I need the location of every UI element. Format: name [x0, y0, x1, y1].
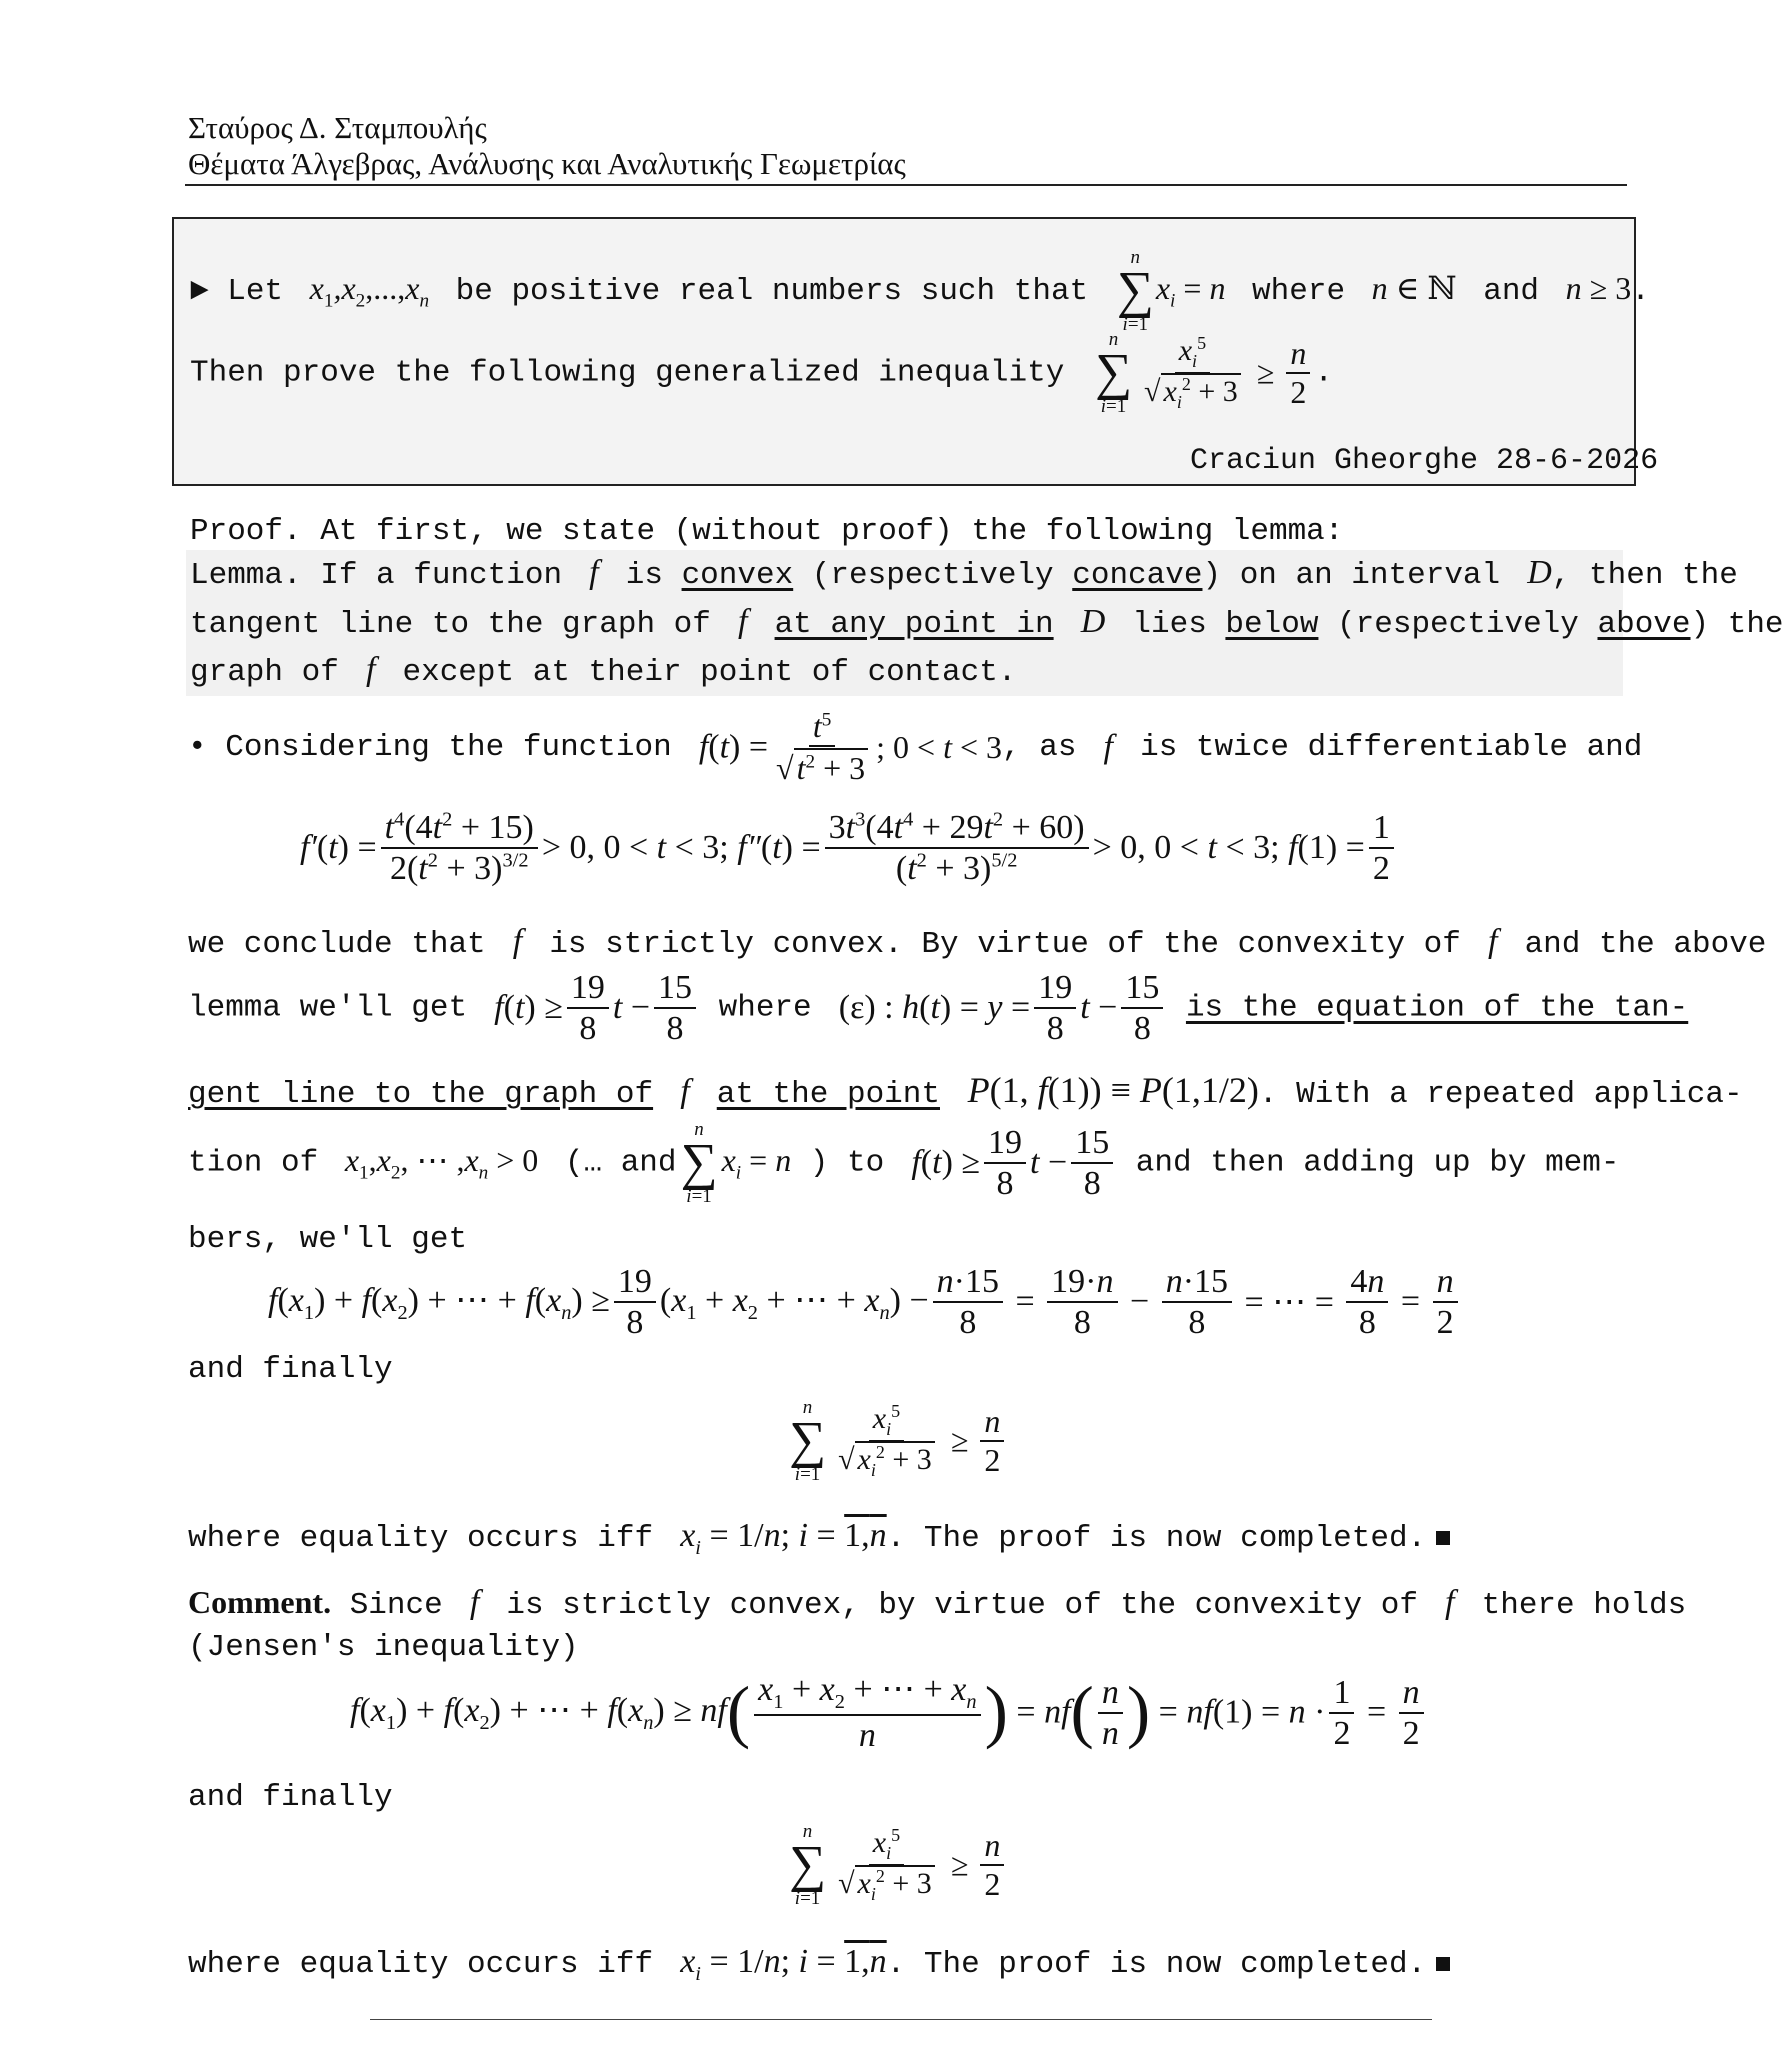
proof-text: and then adding up by mem- — [1135, 1145, 1620, 1181]
proof-text: lemma we'll get — [188, 990, 468, 1026]
math-inequality: f(t) ≥ — [485, 989, 563, 1027]
math-fraction: $\frac{19\cdot n}{8}$ — [1047, 1262, 1117, 1342]
math-f: f — [580, 554, 608, 591]
proof-bers-line: bers, we'll get — [188, 1222, 468, 1257]
math-f: f — [1436, 1584, 1463, 1621]
math-f-t: f(t) = — [690, 728, 769, 766]
comment-line-1 — [188, 1580, 1686, 1628]
lemma-text: tangent line to the graph of — [190, 607, 711, 642]
problem-text-prove: Then prove the following generalized inequality — [190, 355, 1065, 391]
comment-text: is strictly convex, by virtue of the convexity of — [506, 1588, 1418, 1623]
problem-marker: ► — [190, 274, 209, 310]
math-fraction: $\frac{1}{2}$ — [1369, 808, 1394, 888]
proof-underlined: gent line to the graph of — [188, 1077, 654, 1112]
lemma-text: is — [625, 558, 663, 593]
lemma-text: , then the — [1551, 558, 1738, 593]
proof-text: and the above — [1524, 927, 1767, 962]
problem-credit: Craciun Gheorghe 28-6-2026 — [1190, 444, 1659, 478]
proof-text: where equality occurs iff — [188, 1521, 654, 1556]
math-fraction: $\frac{n}{2}$ — [980, 1403, 1004, 1479]
math-f: f — [461, 1584, 488, 1621]
proof-text: . With a repeated applica- — [1258, 1077, 1743, 1112]
proof-text: we conclude that — [188, 927, 486, 962]
sum-symbol: n ∑ i=1 — [680, 1119, 718, 1207]
proof-intro: Proof. At first, we state (without proof) the following lemma: — [190, 514, 1344, 549]
math-fraction: $\frac{19}{8}$ — [1034, 968, 1076, 1048]
proof-function-line — [188, 708, 1642, 787]
lemma-above-underlined: above — [1597, 607, 1691, 642]
math-equality-case: $x_i = 1/n$; i = 1,n — [671, 1517, 887, 1559]
comment-text: . The proof is now completed. — [886, 1947, 1427, 1982]
lemma-text: except at their point of contact. — [402, 655, 1017, 690]
math-fraction: $\frac{15}{8}$ — [1071, 1123, 1113, 1203]
lemma-line-2 — [190, 602, 1784, 645]
math-fraction: $\frac{n\cdot 15}{8}$ — [1162, 1262, 1232, 1342]
lemma-text: ) the — [1690, 607, 1784, 642]
lemma-text: ) on an interval — [1202, 558, 1501, 593]
problem-text-and: and — [1483, 274, 1540, 310]
comment-text: where equality occurs iff — [188, 1947, 654, 1982]
proof-equality-line — [188, 1514, 1450, 1570]
math-inequality: f(t) ≥ — [902, 1144, 981, 1181]
math-f: f — [729, 603, 756, 640]
comment-text: there holds — [1481, 1588, 1687, 1623]
math-fraction: $\frac{19}{8}$ — [614, 1262, 656, 1342]
math-tangent: (ε) : h(t) = y = — [838, 989, 1031, 1027]
math-sum-display: $f(x_1) + f(x_2)$ + ⋯ + $f(x_n)$ ≥ $\frac{19}{8}$ ($x_1 + x_2$ + ⋯ + $x_n$) − $\frac{n\cdot 15}{8}$ = $\frac{19\cdot n}{8}$ − $\frac{n\cdot 15}{8}$ = ⋯ = $\frac{4n}{8}$ = $\frac{n}{2}$ — [268, 1262, 1462, 1342]
math-f: f — [671, 1073, 699, 1110]
proof-text: (… and — [564, 1145, 677, 1181]
math-derivatives: f′(t) = $\frac{t^4(4t^2 + 15)}{2(t^2 + 3)^{3/2}}$ > 0, 0 < t < 3; f″(t) = $\frac{3t^3(4t^4 + 29t^2 + 60)}{(t^2 + 3)^{5/2}}$ > 0, 0 < t < 3; f(1) = $\frac{1}{2}$ — [300, 808, 1398, 888]
book-title: Θέματα Άλγεβρας, Ανάλυσης και Αναλυτικής Γεωμετρίας — [188, 146, 906, 181]
math-fraction: $\frac{n\cdot 15}{8}$ — [933, 1262, 1003, 1342]
math-fraction: $\frac{n}{2}$ — [1433, 1262, 1458, 1342]
math-domain: ; 0 < t < 3 — [876, 728, 1003, 765]
math-fraction: $\frac{19}{8}$ — [984, 1123, 1026, 1203]
proof-text: is strictly convex. By virtue of the convexity of — [549, 927, 1461, 962]
math-fraction: $\frac{3t^3(4t^4 + 29t^2 + 60)}{(t^2 + 3)^{5/2}}$ — [825, 808, 1089, 888]
math-D: D — [1518, 554, 1552, 591]
math-n-over-2: $\frac{n}{2}$ — [1286, 335, 1310, 411]
lemma-line-3 — [190, 650, 1016, 693]
lemma-underlined: at any point in — [774, 607, 1054, 642]
sum-symbol: n ∑ i=1 — [789, 1397, 827, 1485]
math-f: f — [504, 923, 531, 960]
math-n-ge-3: n ≥ 3 — [1557, 270, 1632, 307]
proof-text: , as — [1002, 729, 1077, 765]
math-fraction: $\frac{19}{8}$ — [567, 968, 609, 1048]
lemma-text: lies — [1132, 607, 1207, 642]
math-fraction: $\frac{15}{8}$ — [1121, 968, 1163, 1048]
math-jensen: $f(x_1) + f(x_2)$ + ⋯ + $f(x_n) \ge nf$( $\frac{x_1 + x_2 + \cdots + x_n}{n}$ ) = nf( $\frac{n}{n}$ ) = nf(1) = n · $\frac{1}{2}$ = $\frac{n}{2}$ — [350, 1670, 1428, 1755]
math-fraction: $\frac{15}{8}$ — [654, 968, 696, 1048]
math-positivity: $x_1,x_2$, ⋯ $,x_n > 0$ — [336, 1142, 539, 1184]
math-fraction: $\frac{n}{2}$ — [980, 1827, 1004, 1903]
math-fraction: $\frac{n}{n}$ — [1098, 1673, 1123, 1753]
header-divider — [185, 184, 1627, 186]
math-f: f — [357, 651, 384, 688]
proof-text: . The proof is now completed. — [886, 1521, 1427, 1556]
math-D: D — [1072, 603, 1114, 640]
lemma-text: Lemma. If a function — [190, 558, 563, 593]
problem-text-let: Let — [227, 274, 284, 310]
lemma-line-1 — [190, 553, 1738, 596]
math-fraction: $\frac{x_i^5}{√ x_i^2 + 3}$ — [834, 1401, 939, 1480]
math-f: f — [1479, 923, 1506, 960]
proof-text: tion of — [188, 1145, 319, 1181]
problem-line-1: ► Let $x_1,x_2,...,x_n$ be positive real numbers such that n ∑ i=1 $x_i = n$ where n ∈ ℕ and n ≥ 3. — [190, 247, 1650, 335]
bullet: • — [188, 729, 207, 765]
math-variables: $x_1,x_2,...,x_n$ — [301, 270, 430, 312]
lemma-text: (respectively — [1337, 607, 1579, 642]
math-fraction: $\frac{n}{2}$ — [1399, 1673, 1424, 1753]
comment-equality-line — [188, 1940, 1450, 1996]
comment-line-2: (Jensen's inequality) — [188, 1630, 579, 1665]
qed-square-icon — [1436, 1957, 1450, 1971]
lemma-text: (respectively — [811, 558, 1054, 593]
proof-gent-line — [188, 1068, 1743, 1117]
comment-and-finally: and finally — [188, 1780, 393, 1815]
math-final-inequality-2: n ∑ i=1 $\frac{x_i^5}{√ x_i^2 + 3}$ ≥ $\frac{n}{2}$ — [785, 1822, 1008, 1908]
sum-symbol: n ∑ i=1 — [1094, 329, 1133, 417]
math-fraction: $\frac{x_1 + x_2 + \cdots + x_n}{n}$ — [754, 1670, 980, 1755]
sum-symbol: n ∑ i=1 — [1116, 247, 1154, 335]
proof-text: where — [718, 990, 812, 1026]
proof-underlined: at the point — [716, 1077, 940, 1112]
author-name: Σταύρος Δ. Σταμπουλής — [188, 110, 487, 145]
qed-square-icon — [1436, 1531, 1450, 1545]
proof-application-line: tion of $x_1,x_2$, ⋯ $,x_n > 0$ (… and n ∑ i=1 $x_i = n$ ) to f(t) ≥ $\frac{19}{8}$ t − $\frac{15}{8}$ and then adding up by mem- — [188, 1119, 1620, 1207]
proof-text: Considering the function — [225, 729, 672, 765]
lemma-below-underlined: below — [1225, 607, 1319, 642]
math-fraction: $\frac{t^5}{√t^2 + 3}$ — [772, 708, 872, 787]
math-equality-case: $x_i = 1/n$; i = 1,n — [671, 1943, 887, 1985]
proof-and-finally: and finally — [188, 1352, 393, 1387]
problem-text-where: where — [1252, 274, 1346, 310]
proof-tangent-line: lemma we'll get f(t) ≥ $\frac{19}{8}$ t − $\frac{15}{8}$ where (ε) : h(t) = y = $\frac{19}{8}$ t − $\frac{15}{8}$ is the equation of the tan- — [188, 969, 1689, 1048]
math-fraction: $\frac{x_i^5}{√ x_i^2 + 3}$ — [834, 1825, 939, 1904]
math-final-inequality: n ∑ i=1 $\frac{x_i^5}{√ x_i^2 + 3}$ ≥ $\frac{n}{2}$ — [785, 1398, 1008, 1484]
lemma-concave-underlined: concave — [1072, 558, 1203, 593]
math-fraction: $\frac{4n}{8}$ — [1346, 1262, 1388, 1342]
comment-label: Comment. — [188, 1584, 332, 1620]
math-fraction: $\frac{t^4(4t^2 + 15)}{2(t^2 + 3)^{3/2}}$ — [381, 808, 538, 888]
math-n-in-N: n ∈ ℕ — [1363, 270, 1457, 307]
proof-text: is twice differentiable and — [1140, 729, 1643, 765]
problem-text-positive: be positive real numbers such that — [455, 274, 1089, 310]
lemma-convex-underlined: convex — [681, 558, 794, 593]
proof-conclude-line — [188, 922, 1766, 965]
lemma-text: graph of — [190, 655, 339, 690]
math-sum-eq-n: $x_i = n$ — [1155, 270, 1234, 312]
proof-underlined: is the equation of the tan- — [1185, 990, 1689, 1026]
math-point: P(1, f(1)) ≡ P(1,1/2) — [958, 1070, 1259, 1110]
sum-symbol: n ∑ i=1 — [789, 1821, 827, 1909]
problem-line-2: Then prove the following generalized inequality n ∑ i=1 $\frac{x_i^5}{√ x_i^2 + 3}$ ≥ $\frac{n}{2}$ . — [190, 329, 1333, 417]
comment-text: Since — [349, 1588, 443, 1623]
proof-text: ) to — [809, 1145, 885, 1181]
math-f: f — [1095, 728, 1122, 766]
math-fraction: $\frac{1}{2}$ — [1329, 1673, 1354, 1753]
footer-divider — [370, 2019, 1432, 2020]
page-header — [188, 110, 1628, 182]
math-fraction: $\frac{x_i^5}{√ x_i^2 + 3}$ — [1140, 333, 1245, 412]
